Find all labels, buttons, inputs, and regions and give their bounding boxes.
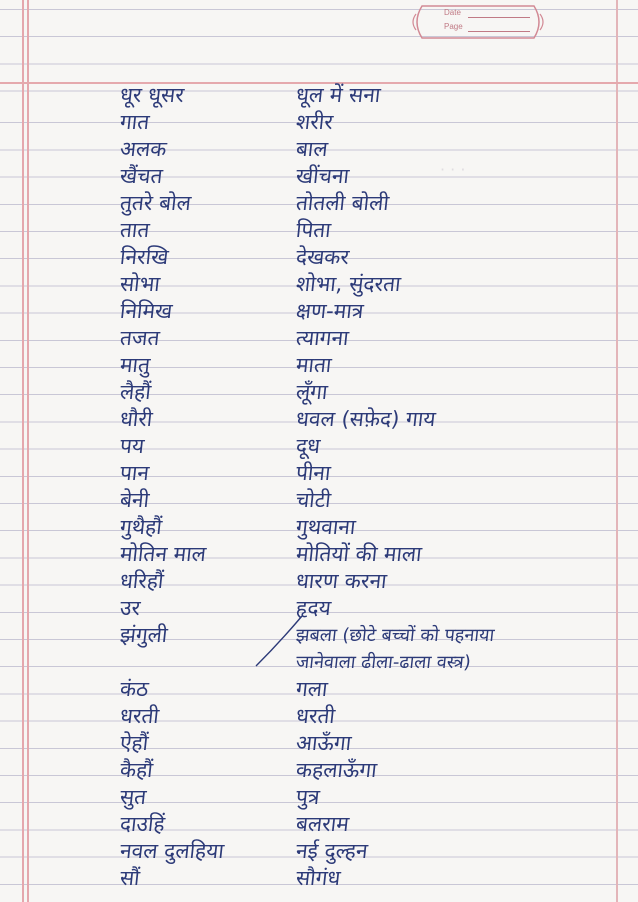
glossary-term: सुत xyxy=(118,785,148,809)
glossary-term: तात xyxy=(118,218,151,242)
glossary-term: ऐहौं xyxy=(118,731,150,755)
glossary-meaning: देखकर xyxy=(294,245,351,269)
glossary-term: लैहौं xyxy=(118,380,153,404)
glossary-meaning: लूँगा xyxy=(294,380,329,404)
glossary-meaning: तोतली बोली xyxy=(294,191,391,215)
glossary-term: अलक xyxy=(118,137,168,161)
glossary-meaning: कहलाऊँगा xyxy=(294,758,379,782)
bleed-through-text: · · · xyxy=(440,160,466,179)
glossary-meaning: गला xyxy=(294,677,329,701)
glossary-term: कंठ xyxy=(118,677,150,701)
glossary-term: धूर धूसर xyxy=(118,83,186,107)
glossary-row xyxy=(0,163,638,190)
page-line xyxy=(468,31,530,32)
glossary-meaning: शोभा, सुंदरता xyxy=(294,272,402,296)
glossary-meaning: हृदय xyxy=(294,596,333,620)
glossary-meaning: खींचना xyxy=(294,164,351,188)
glossary-term: नवल दुलहिया xyxy=(118,839,226,863)
date-page-box xyxy=(408,0,548,44)
glossary-term: तजत xyxy=(118,326,161,350)
glossary-meaning: धवल (सफ़ेद) गाय xyxy=(294,407,437,431)
glossary-meaning: आऊँगा xyxy=(294,731,353,755)
glossary-row xyxy=(0,541,638,568)
glossary-row xyxy=(0,865,638,892)
glossary-row xyxy=(0,109,638,136)
glossary-row xyxy=(0,622,638,649)
glossary-row xyxy=(0,352,638,379)
date-line xyxy=(468,17,530,18)
glossary-meaning: सौगंध xyxy=(294,866,342,890)
glossary-term: धौरी xyxy=(118,407,154,431)
glossary-row xyxy=(0,217,638,244)
glossary-meaning: झबला (छोटे बच्चों को पहनाया xyxy=(294,625,496,646)
glossary-term: गात xyxy=(118,110,151,134)
glossary-meaning: बलराम xyxy=(294,812,351,836)
glossary-term: कैहौं xyxy=(118,758,155,782)
glossary-row xyxy=(0,757,638,784)
glossary-term: पान xyxy=(118,461,151,485)
page-label: Page xyxy=(444,22,463,31)
glossary-meaning: बाल xyxy=(294,137,329,161)
glossary-meaning: नई दुल्हन xyxy=(294,839,369,863)
glossary-row xyxy=(0,379,638,406)
glossary-meaning: शरीर xyxy=(294,110,335,134)
glossary-meaning: धारण करना xyxy=(294,569,388,593)
glossary-row xyxy=(0,190,638,217)
glossary-row xyxy=(0,136,638,163)
glossary-row xyxy=(0,676,638,703)
glossary-meaning: पीना xyxy=(294,461,332,485)
glossary-row xyxy=(0,811,638,838)
glossary-term: धरिहौं xyxy=(118,569,165,593)
glossary-term: सौं xyxy=(118,866,141,890)
glossary-row xyxy=(0,514,638,541)
glossary-row xyxy=(0,784,638,811)
glossary-meaning: त्यागना xyxy=(294,326,350,350)
glossary-row xyxy=(0,703,638,730)
glossary-meaning: मोतियों की माला xyxy=(294,542,423,566)
glossary-term: सोभा xyxy=(118,272,162,296)
glossary-row xyxy=(0,406,638,433)
glossary-row-continuation xyxy=(0,649,638,676)
glossary-row xyxy=(0,325,638,352)
glossary-term: पय xyxy=(118,434,146,458)
glossary-meaning: धरती xyxy=(294,704,337,728)
glossary-term: निरखि xyxy=(118,245,170,269)
glossary-term: बेनी xyxy=(118,488,151,512)
date-box-outline xyxy=(408,0,548,44)
glossary-term: धरती xyxy=(118,704,161,728)
glossary-term: उर xyxy=(118,596,142,620)
glossary-term: गुथैहौं xyxy=(118,515,164,539)
glossary-meaning: क्षण-मात्र xyxy=(294,299,365,323)
glossary-meaning: जानेवाला ढीला-ढाला वस्त्र) xyxy=(294,652,472,673)
glossary-row xyxy=(0,730,638,757)
glossary-meaning: पिता xyxy=(294,218,333,242)
glossary-term: खैंचत xyxy=(118,164,164,188)
glossary-row xyxy=(0,460,638,487)
glossary-row xyxy=(0,838,638,865)
glossary-term: निमिख xyxy=(118,299,174,323)
glossary-meaning: पुत्र xyxy=(294,785,321,809)
glossary-row xyxy=(0,271,638,298)
glossary-row xyxy=(0,595,638,622)
glossary-meaning: चोटी xyxy=(294,488,333,512)
glossary-meaning: दूध xyxy=(294,434,322,458)
glossary-row xyxy=(0,568,638,595)
glossary-term: मोतिन माल xyxy=(118,542,208,566)
glossary-row xyxy=(0,244,638,271)
glossary-row xyxy=(0,487,638,514)
glossary-term: दाउहिं xyxy=(118,812,167,836)
glossary-meaning: गुथवाना xyxy=(294,515,357,539)
connector-stroke xyxy=(250,612,310,672)
glossary-term: मातु xyxy=(118,353,152,377)
glossary-meaning: धूल में सना xyxy=(294,83,382,107)
glossary-row xyxy=(0,82,638,109)
glossary-term: झंगुली xyxy=(118,623,169,647)
date-label: Date xyxy=(444,8,461,17)
glossary-row xyxy=(0,433,638,460)
glossary-meaning: माता xyxy=(294,353,333,377)
glossary-term: तुतरे बोल xyxy=(118,191,193,215)
glossary-row xyxy=(0,298,638,325)
